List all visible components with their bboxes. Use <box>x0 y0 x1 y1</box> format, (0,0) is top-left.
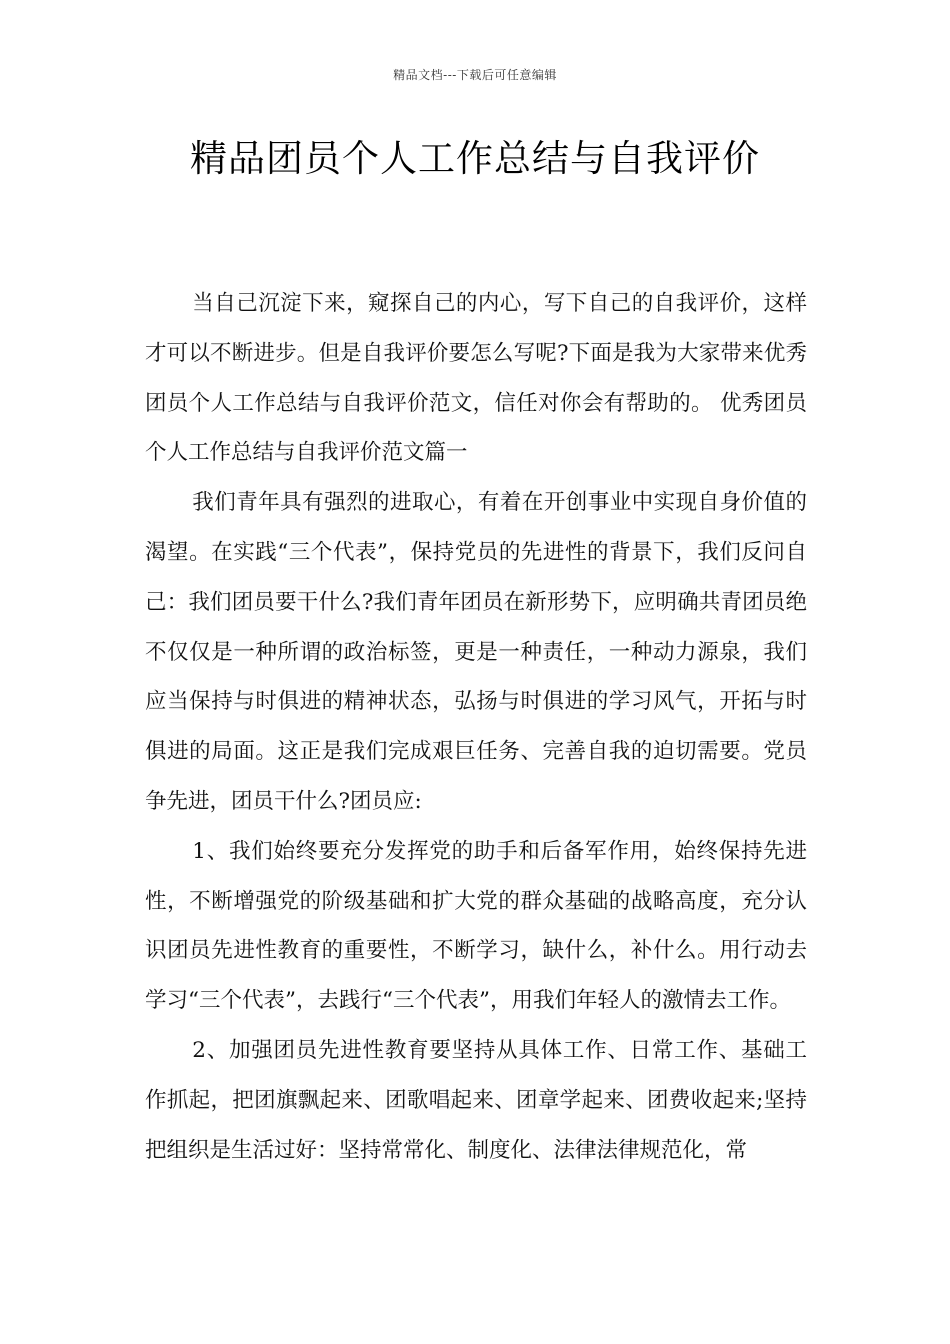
paragraph-point-1: 1、我们始终要充分发挥党的助手和后备军作用，始终保持先进性，不断增强党的阶级基础和扩大党的群众基础的战略高度，充分认识团员先进性教育的重要性，不断学习，缺什么，补什么。用行动去学习“三个代表”，去践行“三个代表”，用我们年轻人的激情去工作。 <box>145 838 807 1014</box>
paragraph-intro: 当自己沉淀下来，窥探自己的内心，写下自己的自我评价，这样才可以不断进步。但是自我评价要怎么写呢?下面是我为大家带来优秀团员个人工作总结与自我评价范文，信任对你会有帮助的。 优秀团员个人工作总结与自我评价范文篇一 <box>145 291 807 466</box>
paragraph-point-2: 2、加强团员先进性教育要坚持从具体工作、日常工作、基础工作抓起，把团旗飘起来、团歌唱起来、团章学起来、团费收起来;坚持把组织是生活过好：坚持常常化、制度化、法律法律规范化，常 <box>145 1037 807 1163</box>
paragraph-main: 我们青年具有强烈的进取心，有着在开创事业中实现自身价值的渴望。在实践“三个代表”，保持党员的先进性的背景下，我们反问自己：我们团员要干什么?我们青年团员在新形势下，应明确共青团员绝不仅仅是一种所谓的政治标签，更是一种责任，一种动力源泉，我们应当保持与时俱进的精神状态，弘扬与时俱进的学习风气，开拓与时俱进的局面。这正是我们完成艰巨任务、完善自我的迫切需要。党员争先进，团员干什么?团员应: <box>145 490 807 814</box>
header-note: 精品文档---下载后可任意编辑 <box>393 68 557 82</box>
document-body <box>145 279 807 1175</box>
document-title: 精品团员个人工作总结与自我评价 <box>190 137 760 180</box>
